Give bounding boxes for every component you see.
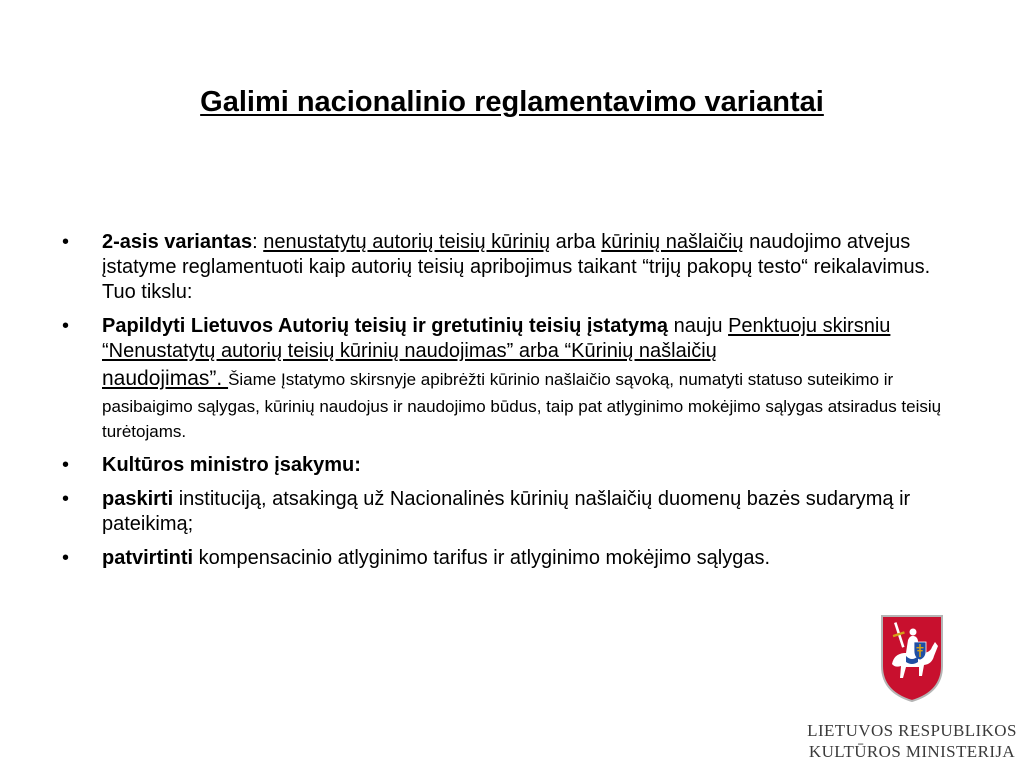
bullet-underlined-text: Penktuoju skirsniu “Nenustatytų autorių teisių kūrinių naudojimas” arba “Kūrinių našlaičių [102, 315, 891, 362]
bullet-text: kompensacinio atlyginimo tarifus ir atlyginimo mokėjimo sąlygas. [193, 547, 771, 569]
bullet-text: nauju [668, 315, 729, 337]
bullet-text: arba [550, 231, 602, 253]
bullet-list [62, 230, 962, 580]
bullet-text: : [252, 231, 264, 253]
bullet-underlined-text: nenustatytų autorių teisių kūrinių [263, 231, 551, 253]
bullet-assign-institution [62, 487, 962, 537]
slide-title: Galimi nacionalinio reglamentavimo variantai [200, 86, 824, 118]
bullet-lead: patvirtinti [102, 547, 194, 569]
bullet-lead: paskirti [102, 488, 174, 510]
bullet-lead: Papildyti Lietuvos Autorių teisių ir gretutinių teisių įstatymą [102, 315, 669, 337]
ministry-name-line-1: LIETUVOS RESPUBLIKOS [807, 721, 1017, 740]
bullet-text: : [354, 454, 361, 476]
bullet-approve-tariffs [62, 546, 962, 571]
bullet-supplement-law [62, 314, 962, 444]
bullet-small-text: Šiame Įstatymo skirsnyje apibrėžti kūrinio našlaičio sąvoką, numatyti statuso suteikimo ir pasibaigimo sąlygas, kūrinių naudojus ir naudojimo būdus, taip pat atlyginimo mokėjimo sąlygas atsiradus teisių turėtojams. [102, 370, 942, 441]
coat-of-arms-icon [878, 612, 946, 704]
ministry-name-line-2: KULTŪROS MINISTERIJA [808, 742, 1016, 761]
bullet-minister-order [62, 453, 962, 478]
bullet-underlined-text: naudojimas”. [102, 367, 229, 390]
bullet-lead: 2-asis variantas [102, 231, 253, 253]
bullet-text: naudojimo atvejus įstatyme reglamentuoti kaip autorių teisių apribojimus taikant “trijų pakopų testo“ reikalavimus. Tuo tikslu: [102, 231, 931, 303]
bullet-lead: Kultūros ministro įsakymu [102, 454, 355, 476]
bullet-text: instituciją, atsakingą už Nacionalinės kūrinių našlaičių duomenų bazės sudarymą ir pateikimą; [102, 488, 911, 535]
bullet-variant-2 [62, 230, 962, 305]
bullet-underlined-text: kūrinių našlaičių [601, 231, 744, 253]
